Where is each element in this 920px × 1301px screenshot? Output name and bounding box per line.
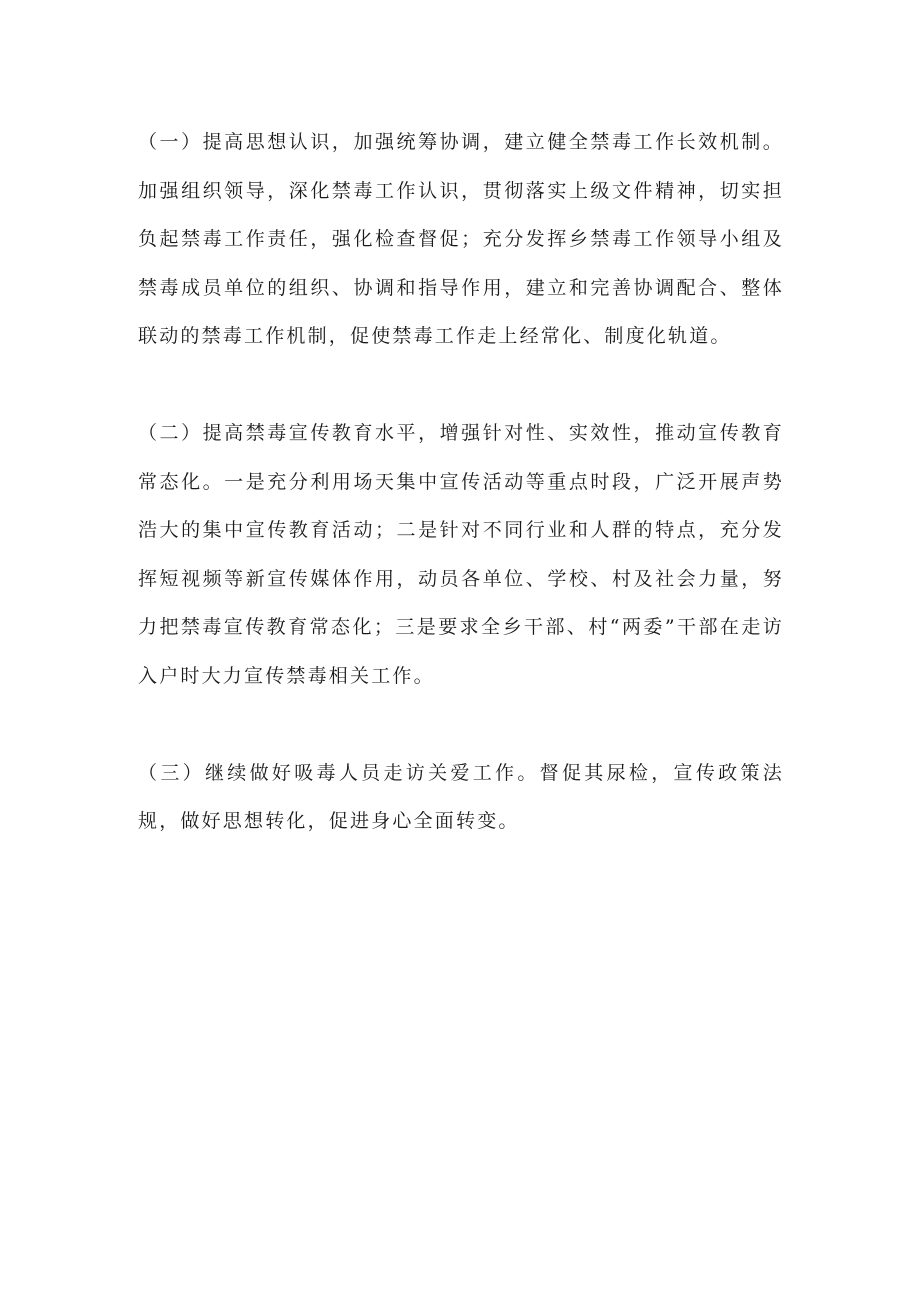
paragraph-1: （一）提高思想认识，加强统筹协调，建立健全禁毒工作长效机制。加强组织领导，深化禁毒工作认识，贯彻落实上级文件精神，切实担负起禁毒工作责任，强化检查督促；充分发挥乡禁毒工作领导小组及禁毒成员单位的组织、协调和指导作用，建立和完善协调配合、整体联动的禁毒工作机制，促使禁毒工作走上经常化、制度化轨道。 <box>138 131 784 347</box>
document-body <box>138 118 784 894</box>
paragraph-3: （三）继续做好吸毒人员走访关爱工作。督促其尿检，宣传政策法规，做好思想转化，促进身心全面转变。 <box>138 761 784 832</box>
paragraph-2: （二）提高禁毒宣传教育水平，增强针对性、实效性，推动宣传教育常态化。一是充分利用场天集中宣传活动等重点时段，广泛开展声势浩大的集中宣传教育活动；二是针对不同行业和人群的特点，充分发挥短视频等新宣传媒体作用，动员各单位、学校、村及社会力量，努力把禁毒宣传教育常态化；三是要求全乡干部、村“两委”干部在走访入户时大力宣传禁毒相关工作。 <box>138 422 784 687</box>
